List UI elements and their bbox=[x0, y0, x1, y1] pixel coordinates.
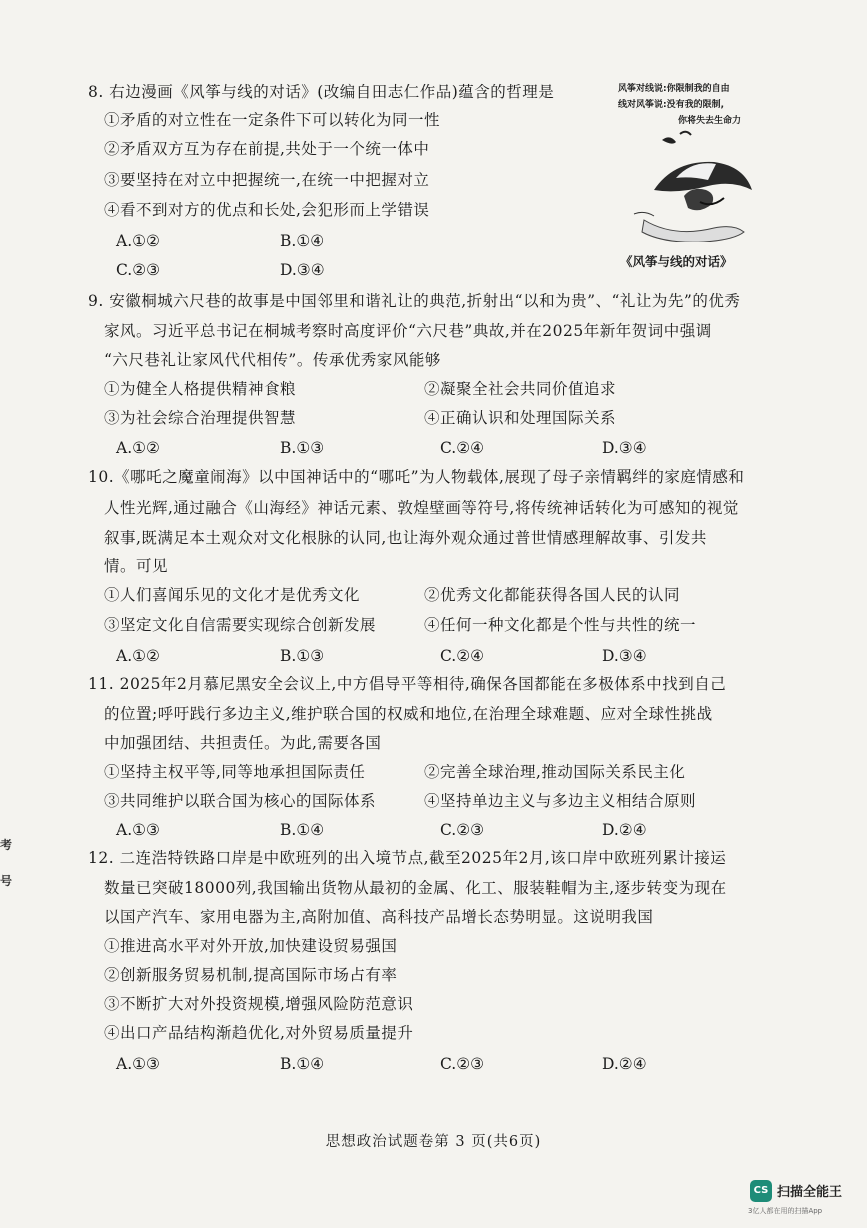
q10-option-d: D.③④ bbox=[602, 647, 647, 665]
q11-stem-2: 的位置;呼吁践行多边主义,维护联合国的权威和地位,在治理全球难题、应对全球性挑战 bbox=[104, 705, 713, 723]
q9-option-c: C.②④ bbox=[440, 439, 485, 457]
q8-stem: 8. 右边漫画《风筝与线的对话》(改编自田志仁作品)蕴含的哲理是 bbox=[88, 83, 555, 101]
side-mark-1: 考 bbox=[0, 838, 13, 852]
q12-item-4: ④出口产品结构渐趋优化,对外贸易质量提升 bbox=[104, 1024, 414, 1042]
q11-option-c: C.②③ bbox=[440, 821, 485, 839]
kite-illustration bbox=[614, 130, 764, 242]
q9-option-b: B.①③ bbox=[280, 439, 325, 457]
camscanner-logo-icon: CS bbox=[750, 1180, 772, 1202]
page-footer: 思想政治试题卷第 3 页(共6页) bbox=[325, 1134, 542, 1150]
q10-item-2: ②优秀文化都能获得各国人民的认同 bbox=[424, 586, 681, 604]
q9-option-d: D.③④ bbox=[602, 439, 647, 457]
cartoon-speech-2: 线对风筝说:没有我的限制, bbox=[618, 100, 725, 110]
q10-option-b: B.①③ bbox=[280, 647, 325, 665]
q12-item-2: ②创新服务贸易机制,提高国际市场占有率 bbox=[104, 966, 398, 984]
q10-item-3: ③坚定文化自信需要实现综合创新发展 bbox=[104, 616, 377, 634]
q9-item-4: ④正确认识和处理国际关系 bbox=[424, 409, 617, 427]
q9-item-3: ③为社会综合治理提供智慧 bbox=[104, 409, 297, 427]
scanner-brand: 扫描全能王 bbox=[777, 1185, 843, 1200]
q12-item-1: ①推进高水平对外开放,加快建设贸易强国 bbox=[104, 937, 398, 955]
small-bird-icon bbox=[662, 137, 676, 143]
q11-stem-1: 11. 2025年2月慕尼黑安全会议上,中方倡导平等相待,确保各国都能在多极体系中找到自己 bbox=[88, 675, 727, 693]
q10-item-4: ④任何一种文化都是个性与共性的统一 bbox=[424, 616, 697, 634]
q11-item-1: ①坚持主权平等,同等地承担国际责任 bbox=[104, 763, 366, 781]
q9-option-a: A.①② bbox=[116, 439, 160, 457]
q9-item-1: ①为健全人格提供精神食粮 bbox=[104, 380, 297, 398]
q8-item-1: ①矛盾的对立性在一定条件下可以转化为同一性 bbox=[104, 111, 441, 129]
q8-option-b: B.①④ bbox=[280, 232, 325, 250]
q10-stem-2: 人性光辉,通过融合《山海经》神话元素、敦煌壁画等符号,将传统神话转化为可感知的视觉 bbox=[104, 499, 739, 517]
q9-stem-3: “六尺巷礼让家风代代相传”。传承优秀家风能够 bbox=[104, 351, 441, 369]
q12-option-b: B.①④ bbox=[280, 1055, 325, 1073]
q8-option-c: C.②③ bbox=[116, 261, 161, 279]
scanner-slogan: 3亿人都在用的扫描App bbox=[748, 1207, 823, 1215]
q10-option-a: A.①② bbox=[116, 647, 160, 665]
q11-item-2: ②完善全球治理,推动国际关系民主化 bbox=[424, 763, 686, 781]
q12-stem-1: 12. 二连浩特铁路口岸是中欧班列的出入境节点,截至2025年2月,该口岸中欧班列累计接运 bbox=[88, 849, 727, 867]
q9-stem-1: 9. 安徽桐城六尺巷的故事是中国邻里和谐礼让的典范,折射出“以和为贵”、“礼让为先”的优秀 bbox=[88, 292, 741, 310]
q10-option-c: C.②④ bbox=[440, 647, 485, 665]
q12-stem-2: 数量已突破18000列,我国输出货物从最初的金属、化工、服装鞋帽为主,逐步转变为现在 bbox=[104, 879, 727, 897]
q9-item-2: ②凝聚全社会共同价值追求 bbox=[424, 380, 617, 398]
q8-item-4: ④看不到对方的优点和长处,会犯形而上学错误 bbox=[104, 201, 430, 219]
q10-item-1: ①人们喜闻乐见的文化才是优秀文化 bbox=[104, 586, 361, 604]
cartoon-caption: 《风筝与线的对话》 bbox=[620, 254, 733, 269]
q8-item-3: ③要坚持在对立中把握统一,在统一中把握对立 bbox=[104, 171, 430, 189]
q10-stem-4: 情。可见 bbox=[104, 557, 169, 575]
q11-option-d: D.②④ bbox=[602, 821, 647, 839]
q12-option-c: C.②③ bbox=[440, 1055, 485, 1073]
cartoon-speech-1: 风筝对线说:你限制我的自由 bbox=[618, 84, 730, 94]
q8-option-d: D.③④ bbox=[280, 261, 325, 279]
q10-stem-1: 10.《哪吒之魔童闹海》以中国神话中的“哪吒”为人物载体,展现了母子亲情羁绊的家庭情感和 bbox=[88, 468, 745, 486]
q12-option-a: A.①③ bbox=[116, 1055, 160, 1073]
q11-option-a: A.①③ bbox=[116, 821, 160, 839]
q10-stem-3: 叙事,既满足本土观众对文化根脉的认同,也让海外观众通过普世情感理解故事、引发共 bbox=[104, 529, 707, 547]
q11-item-4: ④坚持单边主义与多边主义相结合原则 bbox=[424, 792, 697, 810]
cartoon-speech-3: 你将失去生命力 bbox=[678, 116, 742, 126]
side-mark-2: 号 bbox=[0, 874, 13, 888]
q11-item-3: ③共同维护以联合国为核心的国际体系 bbox=[104, 792, 377, 810]
q12-option-d: D.②④ bbox=[602, 1055, 647, 1073]
scanner-watermark bbox=[750, 1180, 860, 1220]
q11-stem-3: 中加强团结、共担责任。为此,需要各国 bbox=[104, 734, 382, 752]
q9-stem-2: 家风。习近平总书记在桐城考察时高度评价“六尺巷”典故,并在2025年新年贺词中强调 bbox=[104, 322, 712, 340]
kite-cartoon bbox=[614, 82, 764, 282]
q12-stem-3: 以国产汽车、家用电器为主,高附加值、高科技产品增长态势明显。这说明我国 bbox=[104, 908, 654, 926]
q11-option-b: B.①④ bbox=[280, 821, 325, 839]
q8-option-a: A.①② bbox=[116, 232, 160, 250]
q8-item-2: ②矛盾双方互为存在前提,共处于一个统一体中 bbox=[104, 140, 430, 158]
q12-item-3: ③不断扩大对外投资规模,增强风险防范意识 bbox=[104, 995, 414, 1013]
